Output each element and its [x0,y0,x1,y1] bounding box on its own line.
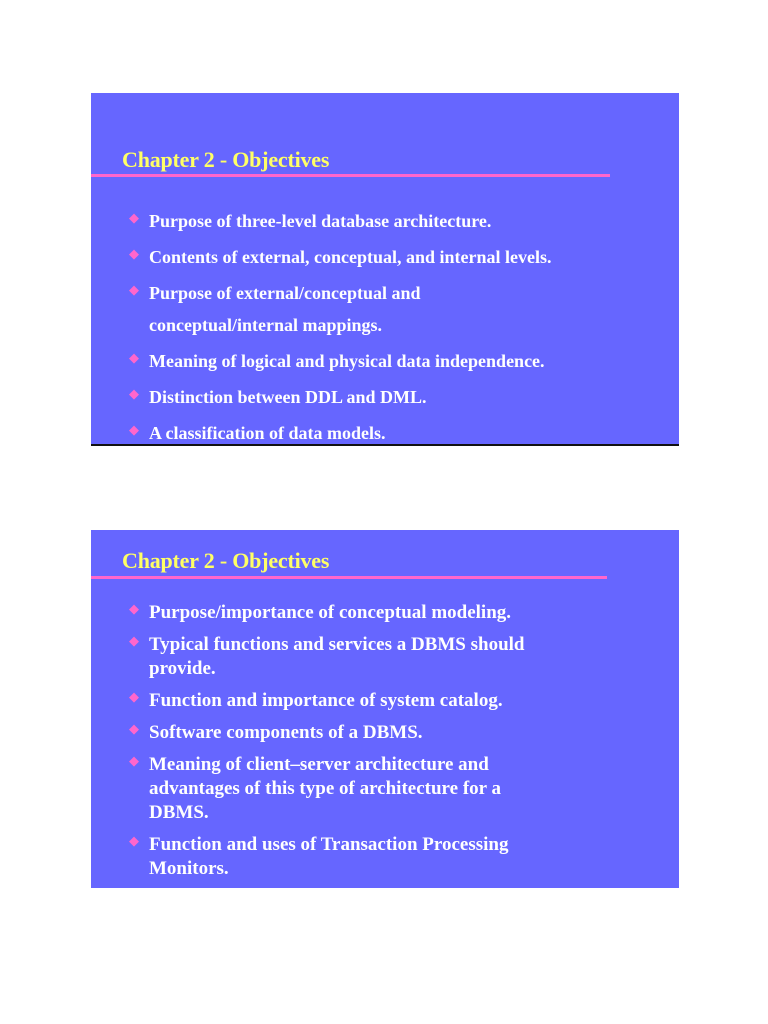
diamond-bullet-icon: ◆ [129,351,139,366]
bullet-list [127,601,647,889]
diamond-bullet-icon: ◆ [129,423,139,438]
diamond-bullet-icon: ◆ [129,387,139,402]
diamond-bullet-icon: ◆ [129,722,139,737]
bullet-item: ◆ Meaning of client–server architecture and advantages of this type of architecture for a DBMS. [127,753,647,825]
diamond-bullet-icon: ◆ [129,834,139,849]
diamond-bullet-icon: ◆ [129,283,139,298]
slide-1 [91,93,679,446]
bullet-item: ◆ Purpose of three-level database architecture. [127,205,657,237]
diamond-bullet-icon: ◆ [129,247,139,262]
title-underline [91,174,610,177]
bullet-item: ◆ Function and uses of Transaction Processing Monitors. [127,833,647,881]
bullet-list [127,205,657,453]
bullet-item: ◆ Function and importance of system catalog. [127,689,647,713]
diamond-bullet-icon: ◆ [129,634,139,649]
diamond-bullet-icon: ◆ [129,690,139,705]
bullet-item: ◆ Meaning of logical and physical data independence. [127,345,657,377]
bullet-item: ◆ Purpose/importance of conceptual modeling. [127,601,647,625]
bullet-item: ◆ Purpose of external/conceptual and conceptual/internal mappings. [127,277,657,341]
bullet-item: ◆ Contents of external, conceptual, and internal levels. [127,241,657,273]
diamond-bullet-icon: ◆ [129,211,139,226]
title-underline [91,576,607,579]
bullet-item: ◆ Software components of a DBMS. [127,721,647,745]
diamond-bullet-icon: ◆ [129,602,139,617]
diamond-bullet-icon: ◆ [129,754,139,769]
slide-2 [91,530,679,888]
slide-title: Chapter 2 - Objectives [122,147,330,172]
bullet-item: ◆ Distinction between DDL and DML. [127,381,657,413]
slide-title: Chapter 2 - Objectives [122,548,330,573]
bullet-item: ◆ A classification of data models. [127,417,657,449]
bullet-item: ◆ Typical functions and services a DBMS should provide. [127,633,647,681]
